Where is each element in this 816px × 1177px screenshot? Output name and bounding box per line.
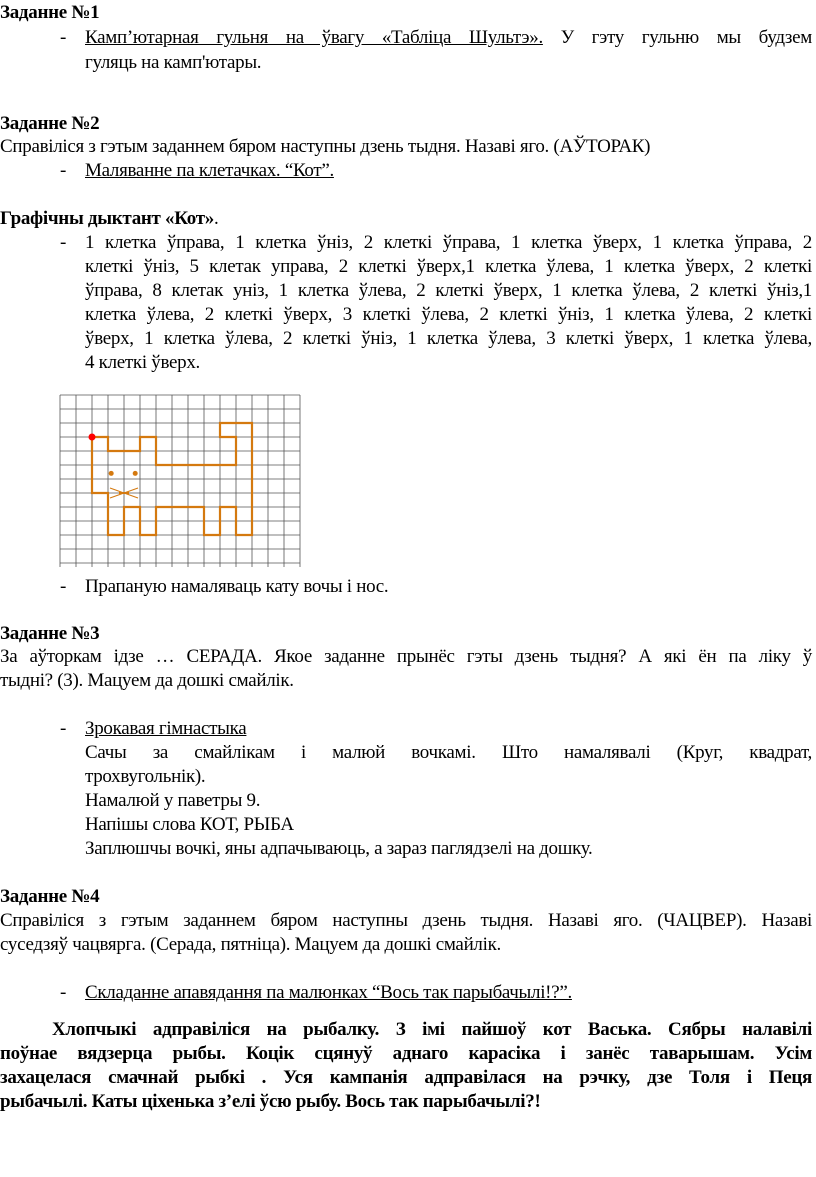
task1-item-text: У гэту гульню мы будзем — [560, 27, 812, 48]
task2-intro: Справіліся з гэтым заданнем бяром наступны дзень тыдня. Назаві яго. (АЎТОРАК) — [0, 136, 651, 157]
task1-item — [85, 27, 812, 49]
task3-line: Заплюшчы вочкі, яны адпачываюць, а зараз паглядзелі на дошку. — [85, 838, 593, 859]
bullet-dash: - — [60, 160, 67, 181]
task3-line: Сачы за смайлікам і малюй вочкамі. Што намалявалі (Круг, квадрат, — [85, 742, 812, 763]
task4-intro: Справіліся з гэтым заданнем бяром наступны дзень тыдня. Назаві яго. (ЧАЦВЕР). Назаві — [0, 910, 812, 931]
task3-intro-line2: тыдні? (3). Мацуем да дошкі смайлік. — [0, 670, 294, 691]
task3-item-title: Зрокавая гімнастыка — [85, 718, 247, 739]
task2-item-title: Маляванне па клетачках. “Кот”. — [85, 160, 334, 181]
task4-intro-line2: суседзяў чацвярга. (Серада, пятніца). Мацуем да дошкі смайлік. — [0, 934, 501, 955]
cat-grid-drawing — [56, 393, 306, 569]
task4-item-title: Складанне апавядання па малюнках “Вось так парыбачылі!?”. — [85, 982, 572, 1003]
dictation-title-end: . — [213, 208, 219, 229]
task3-line: Напішы слова КОТ, РЫБА — [85, 814, 294, 835]
dictation-line: ўверх, 1 клетка ўлева, 2 клеткі ўніз, 1 клетка ўлева, 3 клеткі ўверх, 1 клетка ўлева, — [85, 328, 812, 349]
dictation-line: ўправа, 8 клетак уніз, 1 клетка ўлева, 2 клеткі ўверх, 1 клетка ўлева, 2 клеткі ўніз,1 — [85, 280, 812, 301]
task2-after-grid: Прапаную намаляваць кату вочы і нос. — [85, 576, 389, 597]
story-line: рыбачылі. Каты ціхенька з’елі ўсю рыбу. Вось так парыбачылі?! — [0, 1091, 541, 1112]
task1-item-line2: гуляць на камп'ютары. — [85, 52, 262, 73]
dictation-line: 4 клеткі ўверх. — [85, 352, 201, 373]
start-point — [89, 434, 96, 441]
story-line: захацелася смачнай рыбкі . Уся кампанія адправілася на рэчку, дзе Толя і Пеця — [0, 1067, 812, 1088]
task3-heading: Заданне №3 — [0, 623, 100, 644]
dictation-title — [0, 208, 218, 230]
task1-heading: Заданне №1 — [0, 2, 100, 23]
dictation-line: 1 клетка ўправа, 1 клетка ўніз, 2 клеткі ўправа, 1 клетка ўверх, 1 клетка ўправа, 2 — [85, 232, 812, 253]
task2-heading: Заданне №2 — [0, 113, 100, 134]
bullet-dash: - — [60, 232, 67, 253]
task3-line: Намалюй у паветры 9. — [85, 790, 261, 811]
cat-eye — [109, 471, 114, 476]
bullet-dash: - — [60, 982, 67, 1003]
dictation-line: клетка ўлева, 2 клеткі ўверх, 3 клеткі ўлева, 2 клеткі ўніз, 1 клетка ўлева, 2 клеткі — [85, 304, 812, 325]
bullet-dash: - — [60, 718, 67, 739]
story-line: Хлопчыкі адправіліся на рыбалку. З імі пайшоў кот Васька. Сябры налавілі — [52, 1019, 812, 1040]
task4-heading: Заданне №4 — [0, 886, 100, 907]
task3-intro: За аўторкам ідзе … СЕРАДА. Якое заданне прынёс гэты дзень тыдня? А які ён па ліку ў — [0, 646, 812, 667]
task1-item-title: Камп’ютарная гульня на ўвагу «Табліца Шультэ». — [85, 27, 543, 48]
task3-line: трохвугольнік). — [85, 766, 206, 787]
story-line: поўнае вядзерца рыбы. Коцік сцянуў аднаго карасіка і занёс таварышам. Усім — [0, 1043, 812, 1064]
dictation-title-text: Графічны дыктант «Кот» — [0, 208, 214, 229]
dictation-line: клеткі ўніз, 5 клетак управа, 2 клеткі ўверх,1 клетка ўлева, 1 клетка ўверх, 2 клеткі — [85, 256, 812, 277]
bullet-dash: - — [60, 576, 67, 597]
bullet-dash: - — [60, 27, 67, 48]
cat-eye — [133, 471, 138, 476]
